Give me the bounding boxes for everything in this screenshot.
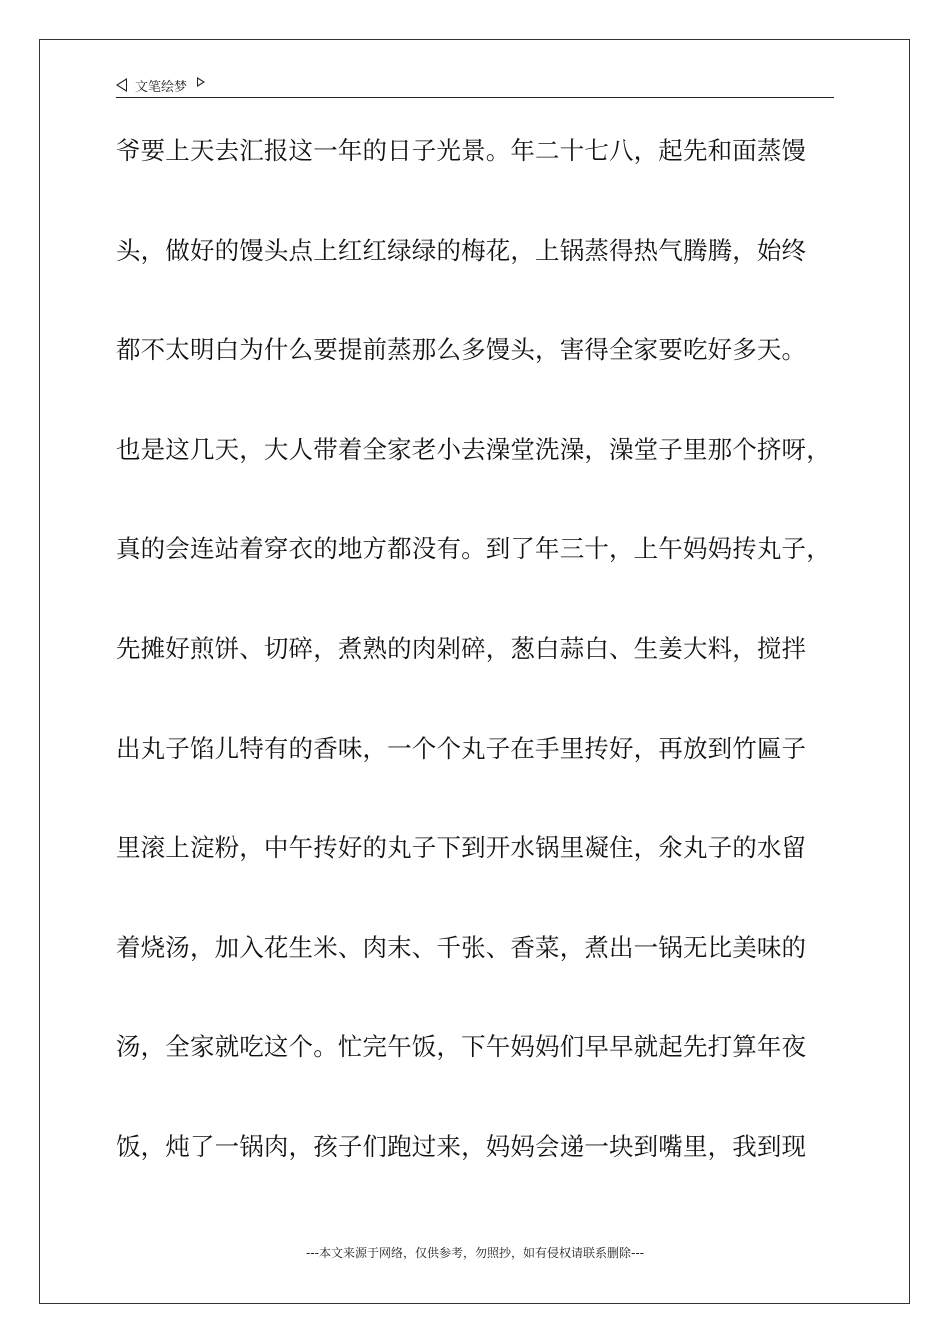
body-line: 真的会连站着穿衣的地方都没有。到了年三十，上午妈妈抟丸子， xyxy=(116,534,831,564)
body-line: 汤，全家就吃这个。忙完午饭，下午妈妈们早早就起先打算年夜 xyxy=(116,1032,807,1062)
document-body xyxy=(116,128,856,1224)
triangle-left-icon xyxy=(116,78,127,92)
body-line: 着烧汤，加入花生米、肉末、千张、香菜，煮出一锅无比美味的 xyxy=(116,932,807,962)
body-line: 出丸子馅儿特有的香味，一个个丸子在手里抟好，再放到竹匾子 xyxy=(116,733,807,763)
body-line: 都不太明白为什么要提前蒸那么多馒头，害得全家要吃好多天。 xyxy=(116,335,807,365)
body-line: 饭，炖了一锅肉，孩子们跑过来，妈妈会递一块到嘴里，我到现 xyxy=(116,1131,807,1161)
header-title: 文笔绘梦 xyxy=(135,79,188,95)
triangle-right-icon xyxy=(197,77,205,87)
body-line: 头，做好的馒头点上红红绿绿的梅花，上锅蒸得热气腾腾，始终 xyxy=(116,235,807,265)
page-header xyxy=(116,74,205,96)
body-line: 先摊好煎饼、切碎，煮熟的肉剁碎，葱白蒜白、生姜大料，搅拌 xyxy=(116,633,807,663)
body-line: 里滚上淀粉，中午抟好的丸子下到开水锅里凝住，氽丸子的水留 xyxy=(116,833,807,863)
body-line: 也是这几天，大人带着全家老小去澡堂洗澡，澡堂子里那个挤呀， xyxy=(116,434,831,464)
header-divider xyxy=(116,97,834,98)
body-line: 爷要上天去汇报这一年的日子光景。年二十七八，起先和面蒸馒 xyxy=(116,136,807,165)
footer-notice: ---本文来源于网络，仅供参考，勿照抄，如有侵权请联系删除--- xyxy=(306,1246,644,1260)
